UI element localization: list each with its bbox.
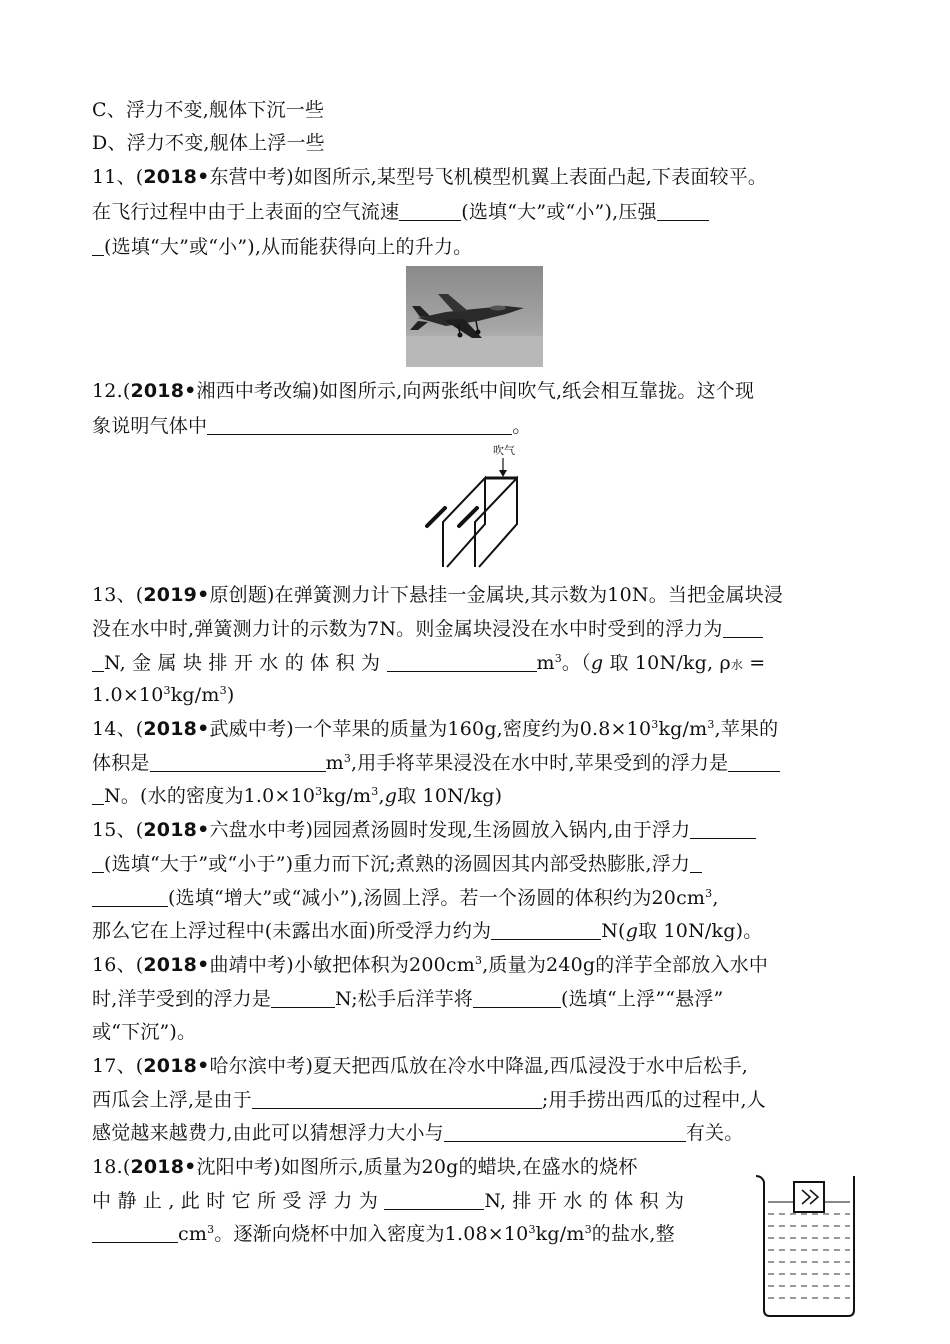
fighter-jet-photo [406, 266, 543, 367]
question-11-line-2: 在飞行过程中由于上表面的空气流速 (选填“大”或“小”),压强 [92, 197, 709, 227]
question-15-line-1: 15、(2018•六盘水中考)园园煮汤圆时发现,生汤圆放入锅内,由于浮力 [92, 815, 756, 845]
answer-blank[interactable] [444, 1121, 686, 1142]
answer-blank[interactable] [92, 1222, 178, 1243]
question-14-line-1: 14、(2018•武威中考)一个苹果的质量为160g,密度约为$0.8\times 10^3kg/m^3$,苹果的 [92, 718, 779, 740]
question-14-line-3: N。(水的密度为$1.0\times 10^3kg/m^3,g$取 10N/kg) [92, 781, 502, 811]
answer-blank[interactable] [92, 235, 104, 256]
question-18-line-3: $cm^3$。逐渐向烧杯中加入密度为$1.08\times 10^3kg/m^3$的盐水,整 [92, 1219, 675, 1249]
answer-blank[interactable] [473, 987, 561, 1008]
question-12-line-2: 象说明气体中 。 [92, 415, 532, 437]
option-d: D、浮力不变,舰体上浮一些 [92, 132, 325, 154]
question-11-line-1: 11、(2018•东营中考)如图所示,某型号飞机模型机翼上表面凸起,下表面较平。 [92, 166, 768, 188]
blow-label: 吹气 [493, 444, 515, 457]
answer-blank[interactable] [92, 852, 104, 873]
answer-blank[interactable] [728, 751, 780, 772]
question-13-line-1: 13、(2019•原创题)在弹簧测力计下悬挂一金属块,其示数为10N。当把金属块浸 [92, 584, 784, 606]
answer-blank[interactable] [690, 818, 756, 839]
question-15-line-4: 那么它在上浮过程中(未露出水面)所受浮力约为 N(g取 10N/kg)。 [92, 920, 763, 942]
question-18-line-1: 18.(2018•沈阳中考)如图所示,质量为20g的蜡块,在盛水的烧杯 [92, 1156, 638, 1178]
question-16-line-1: 16、(2018•曲靖中考)小敏把体积为$200cm^3$,质量为240g的洋芋全部放入水中 [92, 954, 769, 976]
answer-blank[interactable] [92, 651, 104, 672]
answer-blank[interactable] [384, 1189, 484, 1210]
answer-blank[interactable] [387, 651, 537, 672]
answer-blank[interactable] [399, 200, 461, 221]
question-11-line-3: (选填“大”或“小”),从而能获得向上的升力。 [92, 232, 472, 262]
question-17-line-2: 西瓜会上浮,是由于 ;用手捞出西瓜的过程中,人 [92, 1089, 766, 1111]
answer-blank[interactable] [271, 987, 335, 1008]
question-16-line-2: 时,洋芋受到的浮力是 N;松手后洋芋将 (选填“上浮”“悬浮” [92, 988, 724, 1010]
question-17-line-3: 感觉越来越费力,由此可以猜想浮力大小与 有关。 [92, 1122, 744, 1144]
answer-blank[interactable] [252, 1088, 542, 1109]
answer-blank[interactable] [150, 751, 326, 772]
question-13-line-3: N, 金 属 块 排 开 水 的 体 积 为 $m^3$。（g 取 10N/kg, ρ水 = [92, 648, 765, 680]
question-16-line-3: 或“下沉”)。 [92, 1021, 197, 1043]
answer-blank[interactable] [723, 617, 763, 638]
question-18-line-2: 中 静 止 , 此 时 它 所 受 浮 力 为 N, 排 开 水 的 体 积 为 [92, 1190, 685, 1212]
question-15-line-3: (选填“增大”或“减小”),汤圆上浮。若一个汤圆的体积约为$20cm^3$, [92, 883, 719, 913]
question-13-line-4: $1.0\times 10^3kg/m^3$) [92, 684, 235, 706]
question-17-line-1: 17、(2018•哈尔滨中考)夏天把西瓜放在冷水中降温,西瓜浸没于水中后松手, [92, 1055, 748, 1077]
answer-blank[interactable] [92, 784, 104, 805]
beaker-with-wax-block-diagram [748, 1162, 868, 1322]
question-14-line-2: 体积是 $m^3$,用手将苹果浸没在水中时,苹果受到的浮力是 [92, 748, 780, 778]
question-13-line-2: 没在水中时,弹簧测力计的示数为7N。则金属块浸没在水中时受到的浮力为 [92, 614, 763, 644]
two-papers-blow-diagram [415, 440, 535, 570]
answer-blank[interactable] [491, 919, 601, 940]
answer-blank[interactable] [207, 414, 512, 435]
question-12-line-1: 12.(2018•湘西中考改编)如图所示,向两张纸中间吹气,纸会相互靠拢。这个现 [92, 380, 755, 402]
answer-blank[interactable] [92, 886, 168, 907]
answer-blank[interactable] [690, 852, 702, 873]
answer-blank[interactable] [657, 200, 709, 221]
option-c: C、浮力不变,舰体下沉一些 [92, 99, 325, 121]
question-15-line-2: (选填“大于”或“小于”)重力而下沉;煮熟的汤圆因其内部受热膨胀,浮力 [92, 849, 702, 879]
